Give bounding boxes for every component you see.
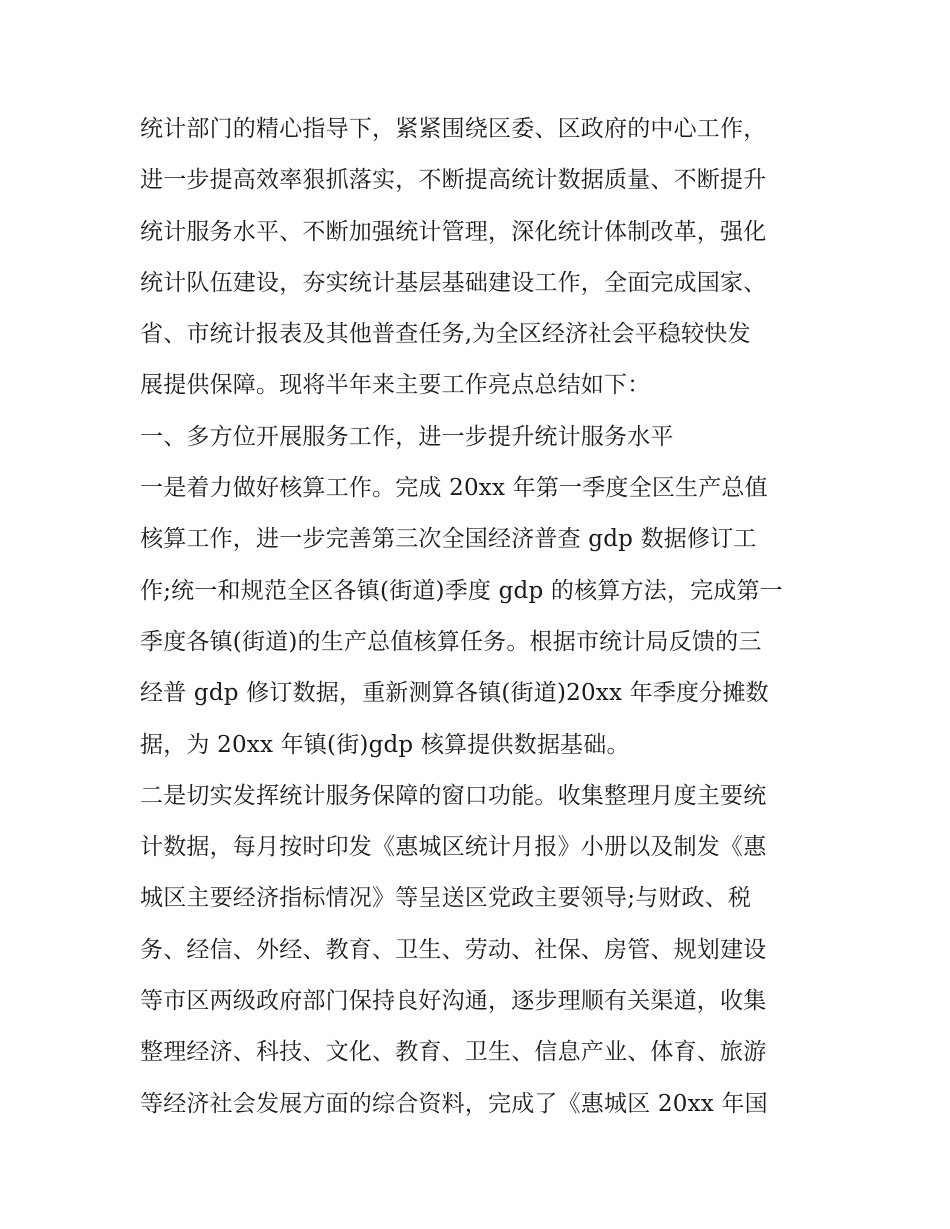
text-line: 城区主要经济指标情况》等呈送区党政主要领导;与财政、税	[140, 885, 752, 912]
body-text	[140, 104, 830, 1130]
text-line: 展提供保障。现将半年来主要工作亮点总结如下：	[140, 372, 651, 399]
text-line: 统计部门的精心指导下，紧紧围绕区委、区政府的中心工作，	[140, 116, 767, 142]
text-line: 据，为 20xx 年镇(街)gdp 核算提供数据基础。	[140, 731, 630, 758]
text-line: 季度各镇(街道)的生产总值核算任务。根据市统计局反馈的三	[140, 628, 762, 655]
text-line: 核算工作，进一步完善第三次全国经济普查 gdp 数据修订工	[140, 526, 757, 553]
text-line: 统计服务水平、不断加强统计管理，深化统计体制改革，强化	[140, 218, 767, 245]
text-line: 二是切实发挥统计服务保障的窗口功能。收集整理月度主要统	[140, 782, 767, 809]
text-line: 一是着力做好核算工作。完成 20xx 年第一季度全区生产总值	[140, 475, 768, 502]
text-line: 整理经济、科技、文化、教育、卫生、信息产业、体育、旅游	[140, 1039, 767, 1066]
text-line: 务、经信、外经、教育、卫生、劳动、社保、房管、规划建设	[140, 936, 767, 963]
section-heading: 一、多方位开展服务工作，进一步提升统计服务水平	[140, 423, 674, 450]
text-line: 计数据，每月按时印发《惠城区统计月报》小册以及制发《惠	[140, 834, 767, 861]
text-line: 作;统一和规范全区各镇(街道)季度 gdp 的核算方法，完成第一	[140, 577, 783, 604]
text-line: 等经济社会发展方面的综合资料，完成了《惠城区 20xx 年国	[140, 1090, 768, 1117]
text-line: 经普 gdp 修订数据，重新测算各镇(街道)20xx 年季度分摊数	[140, 680, 769, 707]
text-line: 进一步提高效率狠抓落实，不断提高统计数据质量、不断提升	[140, 167, 767, 194]
text-line: 省、市统计报表及其他普查任务,为全区经济社会平稳较快发	[140, 321, 751, 348]
text-line: 等市区两级政府部门保持良好沟通，逐步理顺有关渠道，收集	[140, 988, 767, 1015]
text-line: 统计队伍建设，夯实统计基层基础建设工作，全面完成国家、	[140, 269, 767, 296]
